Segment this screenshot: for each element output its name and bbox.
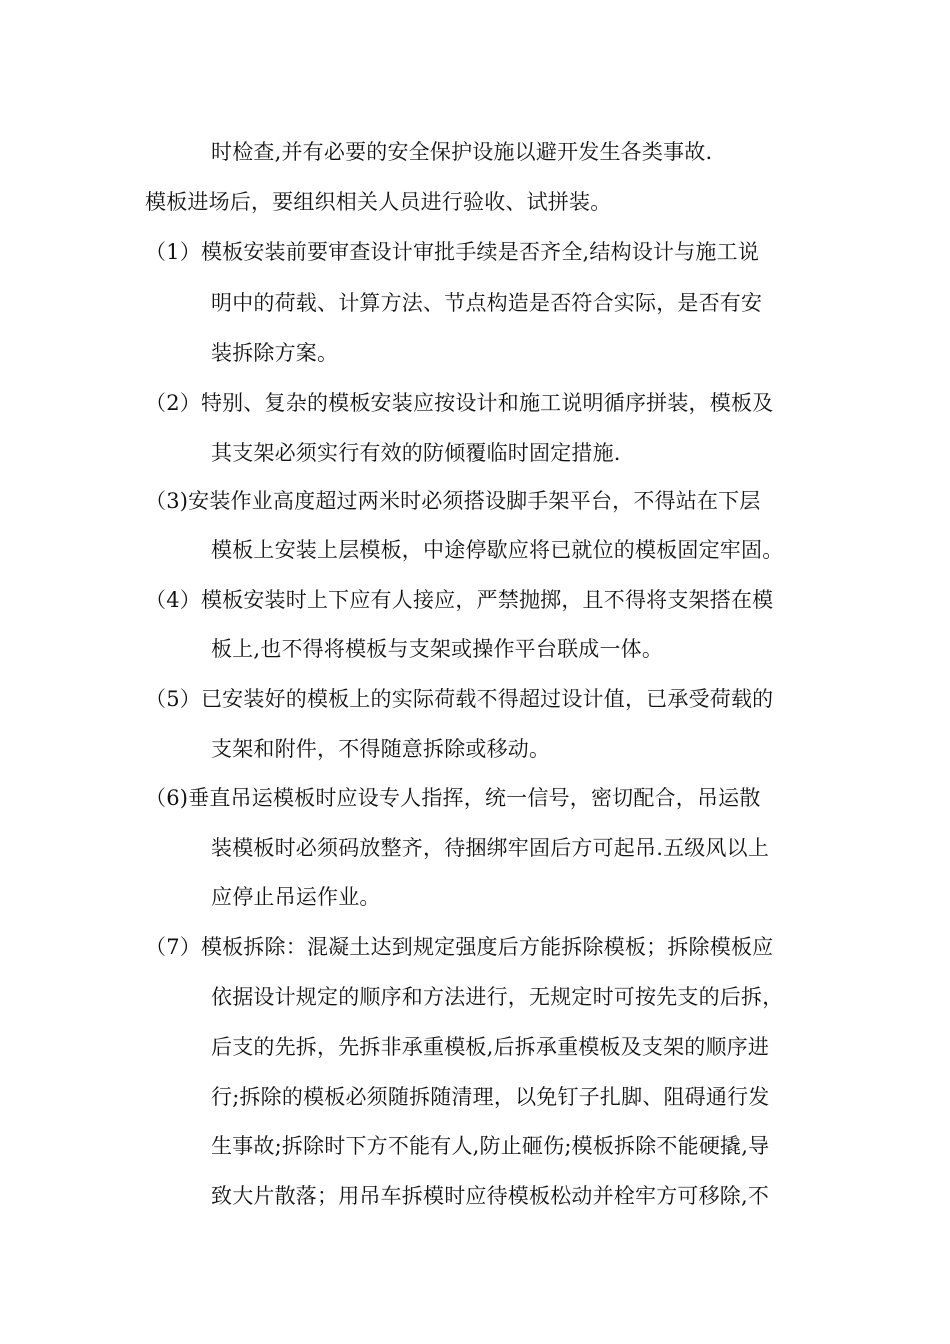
- item-7-line-3: 后支的先拆，先拆非承重模板,后拆承重模板及支架的顺序进: [211, 1035, 770, 1059]
- item-2-line-2: 其支架必须实行有效的防倾覆临时固定措施.: [211, 441, 621, 465]
- item-5-line-2: 支架和附件，不得随意拆除或移动。: [211, 737, 551, 761]
- item-3-line-1: （3)安装作业高度超过两米时必须搭设脚手架平台，不得站在下层: [145, 489, 761, 513]
- item-6-line-1: （6)垂直吊运模板时应设专人指挥，统一信号，密切配合，吊运散: [145, 786, 761, 810]
- item-1-line-1: （1）模板安装前要审查设计审批手续是否齐全,结构设计与施工说: [145, 240, 760, 264]
- item-4-line-2: 板上,也不得将模板与支架或操作平台联成一体。: [211, 637, 664, 661]
- text-line-1: 时检查,并有必要的安全保护设施以避开发生各类事故.: [211, 140, 713, 164]
- text-line-2: 模板进场后，要组织相关人员进行验收、试拼装。: [145, 190, 612, 214]
- item-7-line-1: （7）模板拆除：混凝土达到规定强度后方能拆除模板；拆除模板应: [145, 935, 774, 959]
- item-5-line-1: （5）已安装好的模板上的实际荷载不得超过设计值，已承受荷载的: [145, 687, 774, 711]
- item-7-line-5: 生事故;拆除时下方不能有人,防止砸伤;模板拆除不能硬撬,导: [211, 1134, 770, 1158]
- item-4-line-1: （4）模板安装时上下应有人接应，严禁抛掷，且不得将支架搭在模: [145, 588, 774, 612]
- item-3-line-2: 模板上安装上层模板，中途停歇应将已就位的模板固定牢固。: [211, 538, 784, 562]
- item-7-line-6: 致大片散落；用吊车拆模时应待模板松动并栓牢方可移除,不: [211, 1184, 770, 1208]
- item-2-line-1: （2）特别、复杂的模板安装应按设计和施工说明循序拼装，模板及: [145, 391, 774, 415]
- item-7-line-2: 依据设计规定的顺序和方法进行，无规定时可按先支的后拆，: [211, 985, 784, 1009]
- item-6-line-2: 装模板时必须码放整齐，待捆绑牢固后方可起吊.五级风以上: [211, 836, 770, 860]
- item-6-line-3: 应停止吊运作业。: [211, 885, 381, 909]
- item-7-line-4: 行;拆除的模板必须随拆随清理，以免钉子扎脚、阻碍通行发: [211, 1085, 770, 1109]
- item-1-line-3: 装拆除方案。: [211, 341, 339, 365]
- item-1-line-2: 明中的荷载、计算方法、节点构造是否符合实际，是否有安: [211, 291, 763, 315]
